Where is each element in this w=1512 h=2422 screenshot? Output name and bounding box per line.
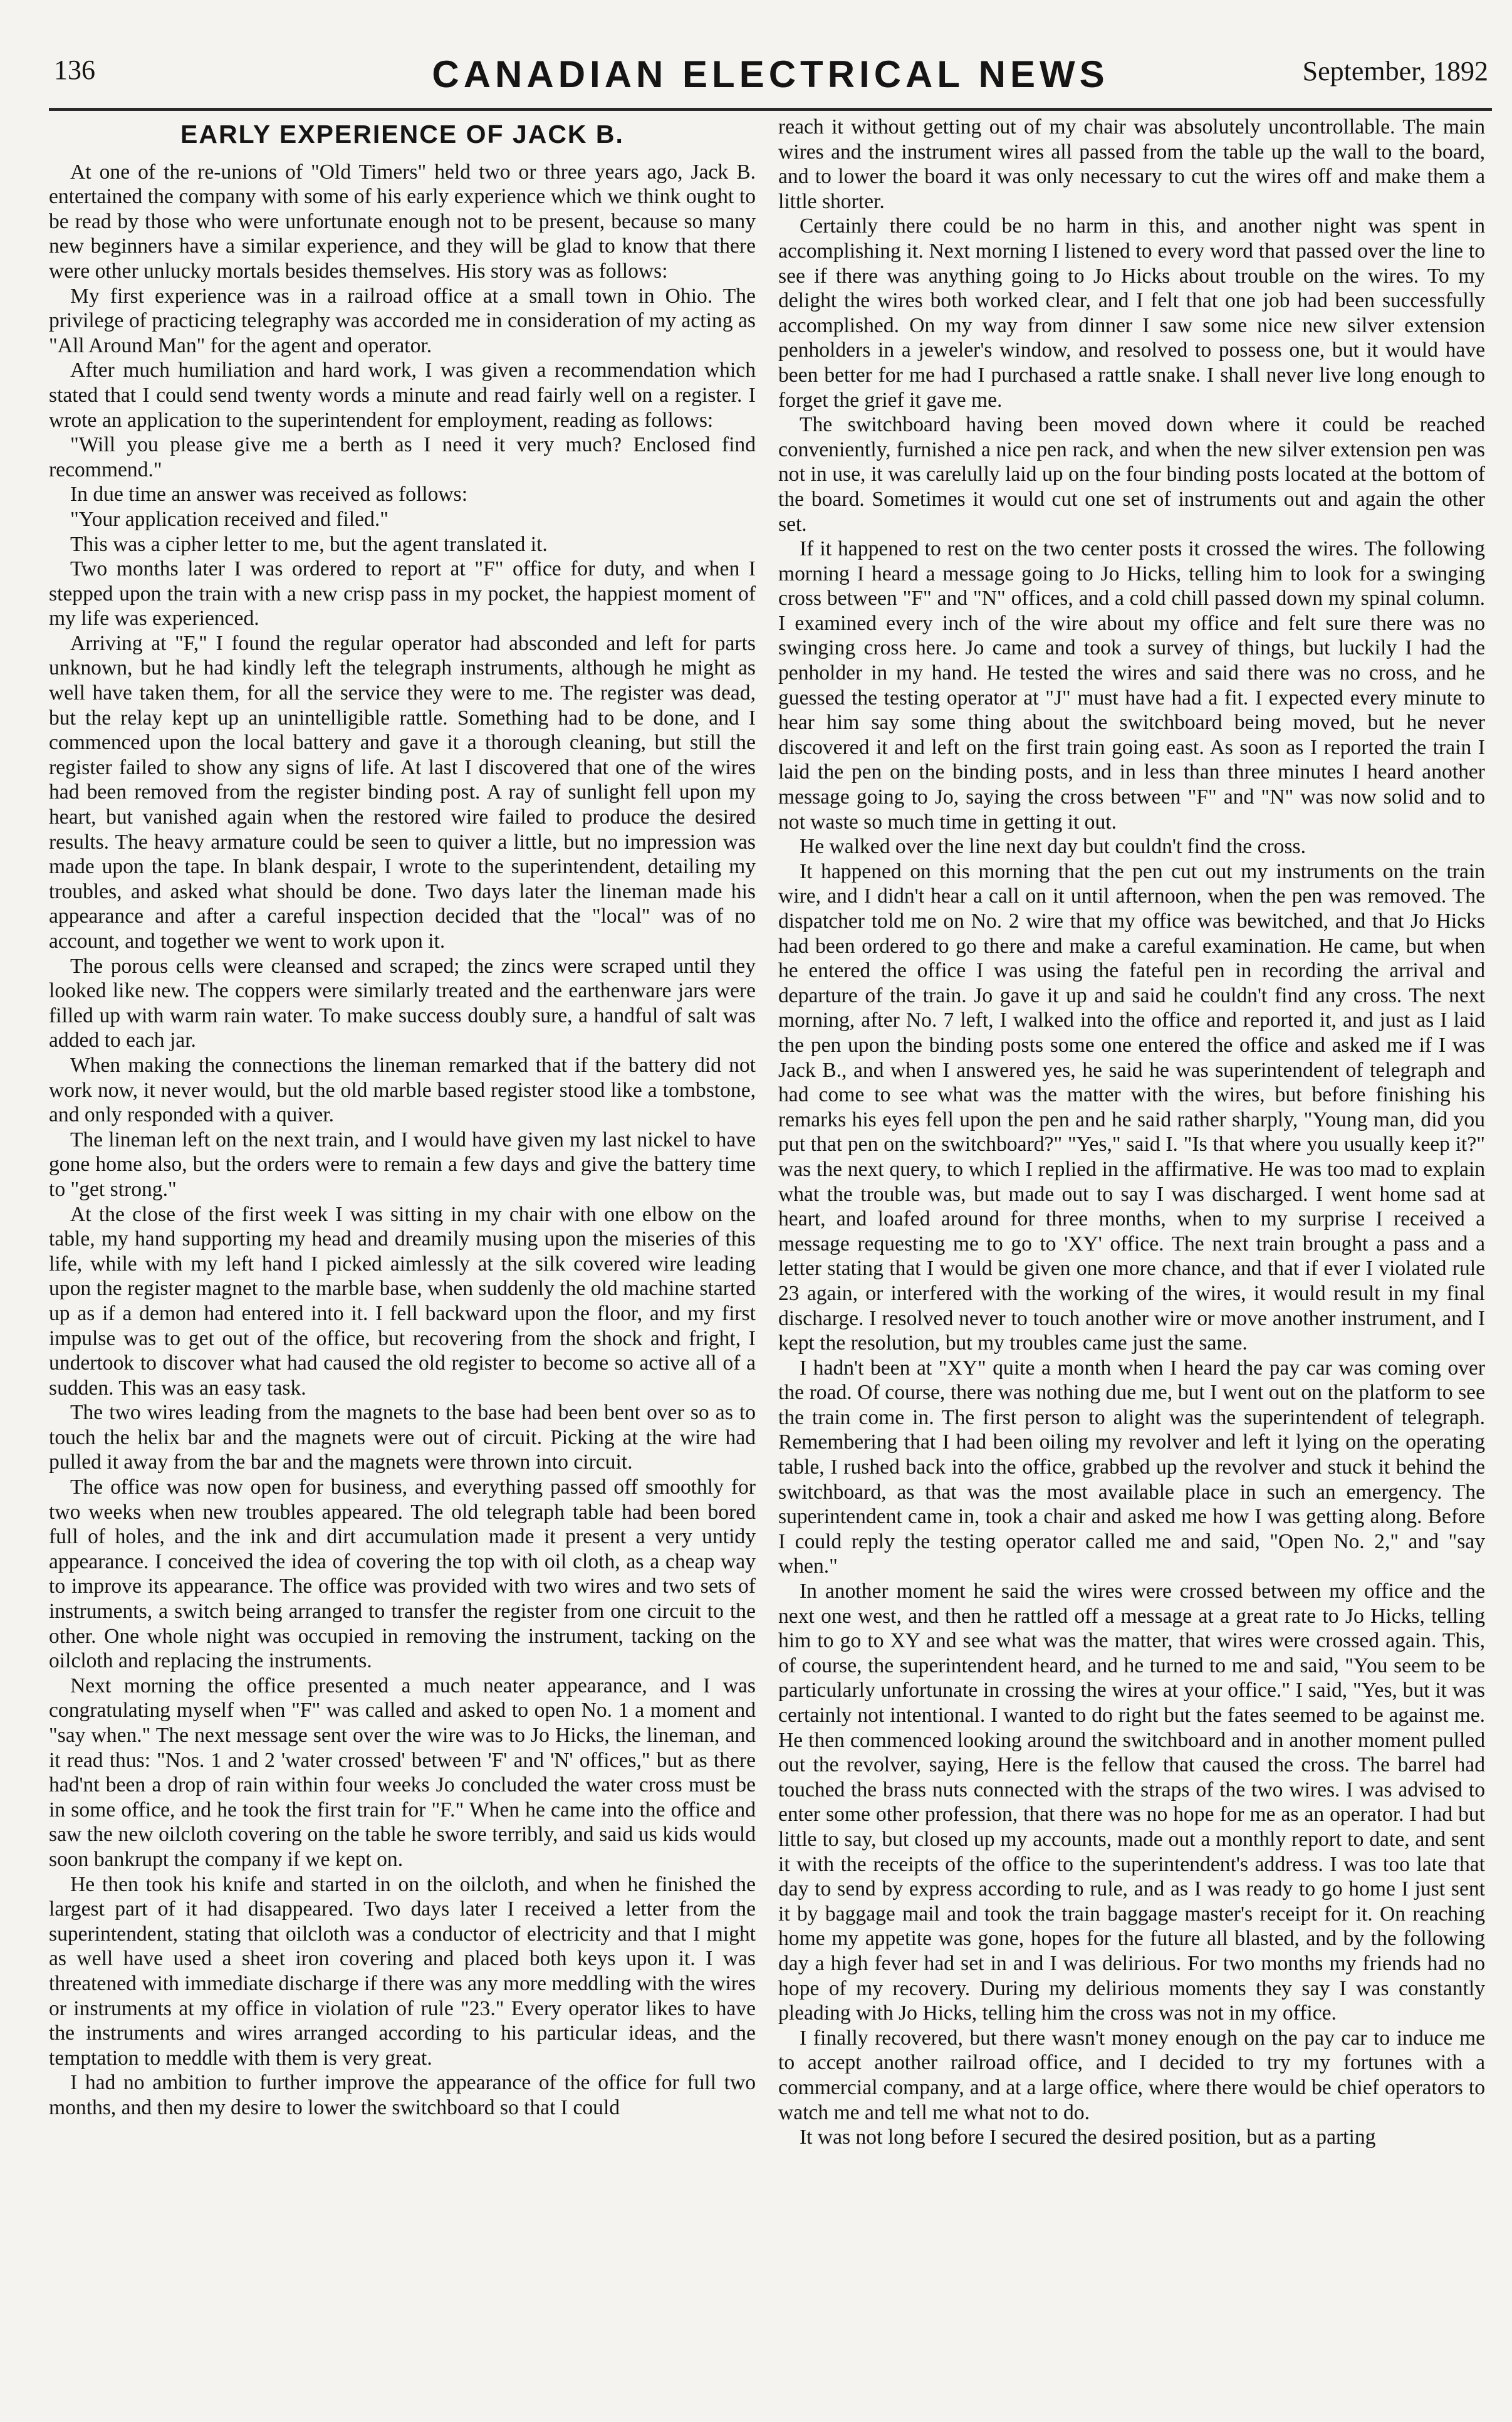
- page-number: 136: [54, 55, 95, 85]
- article-paragraph: The two wires leading from the magnets to the base had been bent over so as to touch the helix bar and the magnets were out of circuit. Picking at the wire had pulled it away from the bar and the magnets were thrown into circuit.: [49, 1401, 756, 1474]
- article-paragraph: He walked over the line next day but couldn't find the cross.: [800, 835, 1306, 859]
- article-paragraph: It was not long before I secured the desired position, but as a parting: [800, 2126, 1376, 2149]
- article-paragraph: In another moment he said the wires were crossed between my office and the next one west, and then he rattled off a message at a great rate to Jo Hicks, telling him to go to XY and see what was the matter, that wires were crossed again. This, of course, the superintendent heard, and he turned to me and said, "You seem to be particularly unfortunate in crossing the wires at your office." I said, "Yes, but it was certainly not intentional. I wanted to do right but the fates seemed to be against me. He then commenced looking around the switchboard and in another moment pulled out the revolver, saying, Here is the fellow that caused the cross. The barrel had touched the brass nuts connected with the straps of the two wires. I was advised to enter some other profession, that there was no hope for me as an operator. I had but little to say, but closed up my accounts, made out a monthly report to date, and sent it with the receipts of the office to the superintendent's address. I was too late that day to send by express according to rule, and as I was ready to go home I just sent it by baggage mail and took the train baggage master's receipt for it. On reaching home my appetite was gone, hopes for the future all blasted, and by the following day a high fever had set in and I was delirious. For two months my friends had no hope of my recovery. During my delirious moments they say I was constantly pleading with Jo Hicks, telling him the cross was not in my office.: [778, 1580, 1485, 2025]
- article-paragraph: reach it without getting out of my chair was absolutely uncontrollable. The main wires and the instrument wires all passed from the table up the wall to the board, and to lower the board it was only necessary to cut the wires off and make them a little shorter.: [778, 115, 1485, 213]
- article-paragraph: At the close of the first week I was sitting in my chair with one elbow on the table, my hand supporting my head and dreamily musing upon the miseries of this life, while with my left hand I picked aimlessly at the silk covered wire leading upon the register magnet to the marble base, when suddenly the old machine started up as if a demon had entered into it. I fell backward upon the floor, and my first impulse was to get out of the office, but recovering from the shock and fright, I undertook to discover what had caused the old register to become so active all of a sudden. This was an easy task.: [49, 1202, 756, 1400]
- article-paragraph: "Will you please give me a berth as I need it very much? Enclosed find recommend.": [49, 433, 756, 481]
- article-paragraph: At one of the re-unions of "Old Timers" held two or three years ago, Jack B. entertained the company with some of his early experience which we think ought to be read by those who were unfortunate enough not to be present, because so many new beginners have a similar experience, and they will be glad to know that there were other unlucky mortals besides themselves. His story was as follows:: [49, 160, 756, 283]
- article-paragraph: I finally recovered, but there wasn't money enough on the pay car to induce me to accept another railroad office, and I decided to try my fortunes with a commercial company, and at a large office, where there would be chief operators to watch me and tell me what not to do.: [778, 2026, 1485, 2124]
- left-column: [49, 115, 756, 2150]
- article-paragraph: After much humiliation and hard work, I was given a recommendation which stated that I could send twenty words a minute and read fairly well on a register. I wrote an application to the superintendent for employment, reading as follows:: [49, 359, 756, 432]
- masthead: CANADIAN ELECTRICAL NEWS: [432, 53, 1109, 95]
- article-paragraph: This was a cipher letter to me, but the agent translated it.: [70, 532, 548, 556]
- article-paragraph: The switchboard having been moved down where it could be reached conveniently, furnished a nice pen rack, and when the new silver extension pen was not in use, it was carelully laid up on the four binding posts located at the bottom of the board. Sometimes it would cut one set of instruments out and again the other set.: [778, 413, 1485, 536]
- article-paragraph: My first experience was in a railroad office at a small town in Ohio. The privilege of practicing telegraphy was accorded me in consideration of my acting as "All Around Man" for the agent and operator.: [49, 284, 756, 357]
- article-paragraph: In due time an answer was received as follows:: [70, 483, 468, 506]
- article-paragraph: Two months later I was ordered to report at "F" office for duty, and when I stepped upon the train with a new crisp pass in my pocket, the happiest moment of my life was experienced.: [49, 557, 756, 631]
- article-paragraph: "Your application received and filed.": [70, 507, 388, 531]
- right-column: [778, 115, 1485, 2150]
- article-columns: [49, 115, 1498, 2150]
- article-paragraph: It happened on this morning that the pen cut out my instruments on the train wire, and I didn't hear a call on it until afternoon, when the pen was removed. The dispatcher told me on No. 2 wire that my office was bewitched, and that Jo Hicks had been ordered to go there and make a careful examination. He came, but when he entered the office I was using the fateful pen in recording the arrival and departure of the train. Jo gave it up and said he couldn't find any cross. The next morning, after No. 7 left, I walked into the office and reported it, and just as I laid the pen upon the binding posts some one entered the office and asked me if I was Jack B., and when I answered yes, he said he was superintendent of telegraph and had come to see what was the matter with the wires, but before finishing his remarks his eyes fell upon the pen and he said rather sharply, "Young man, did you put that pen on the switchboard?" "Yes," said I. "Is that where you usually keep it?" was the next query, to which I replied in the affirmative. He was too mad to explain what the trouble was, but made out to say I was discharged. I went home sad at heart, and loafed around for three months, when to my surprise I received a message requesting me to go to 'XY' office. The next train brought a pass and a letter stating that I would be given one more chance, and that if ever I violated rule 23 again, or interfered with the working of the wires, it would result in my final discharge. I resolved never to touch another wire or move another instrument, and I kept the resolution, but my troubles came just the same.: [778, 859, 1485, 1355]
- article-paragraph: He then took his knife and started in on the oilcloth, and when he finished the largest part of it had disappeared. Two days later I received a letter from the superintendent, stating that oilcloth was a conductor of electricity and that I might as well have used a sheet iron covering and placed both keys upon it. I was threatened with immediate discharge if there was any more meddling with the wires or instruments at my office in violation of rule "23." Every operator likes to have the instruments and wires arranged according to his particular ideas, and the temptation to meddle with them is very great.: [49, 1872, 756, 2070]
- article-paragraph: If it happened to rest on the two center posts it crossed the wires. The following morning I heard a message going to Jo Hicks, telling him to look for a swinging cross between "F" and "N" offices, and a cold chill passed down my spinal column. I examined every inch of the wire about my office and felt sure there was no swinging cross here. Jo came and took a survey of things, but luckily I had the penholder in my hand. He tested the wires and said there was no cross, and he guessed the testing operator at "J" must have had a fit. I expected every minute to hear him say some thing about the switchboard being moved, but he never discovered it and left on the first train going east. As soon as I reported the train I laid the pen on the binding posts, and in less than three minutes I heard another message going to Jo, saying the cross between "F" and "N" was now solid and to not waste so much time in getting it out.: [778, 537, 1485, 834]
- article-paragraph: I hadn't been at "XY" quite a month when I heard the pay car was coming over the road. Of course, there was nothing due me, but I went out on the platform to see the train come in. The first person to alight was the superintendent of telegraph. Remembering that I had been oiling my revolver and left it lying on the operating table, I rushed back into the office, grabbed up the revolver and stuck it behind the switchboard, as that was the most available place in such an emergency. The superintendent came in, took a chair and asked me how I was getting along. Before I could reply the testing operator called me and said, "Open No. 2," and "say when.": [778, 1356, 1485, 1578]
- article-paragraph: When making the connections the lineman remarked that if the battery did not work now, it never would, but the old marble based register stood like a tombstone, and only responded with a quiver.: [49, 1053, 756, 1127]
- page-header: [49, 50, 1492, 111]
- article-paragraph: The lineman left on the next train, and I would have given my last nickel to have gone home also, but the orders were to remain a few days and give the battery time to "get strong.": [49, 1128, 756, 1201]
- article-title: EARLY EXPERIENCE OF JACK B.: [180, 120, 624, 149]
- article-paragraph: Certainly there could be no harm in this, and another night was spent in accomplishing it. Next morning I listened to every word that passed over the line to see if there was anything going to Jo Hicks about trouble on the wires. To my delight the wires both worked clear, and I felt that one job had been successfully accomplished. On my way from dinner I saw some nice new silver extension penholders in a jeweler's window, and resolved to possess one, but it would have been better for me had I purchased a rattle snake. I shall never live long enough to forget the grief it gave me.: [778, 214, 1485, 412]
- article-paragraph: The porous cells were cleansed and scraped; the zincs were scraped until they looked like new. The coppers were similarly treated and the earthenware jars were filled up with warm rain water. To make success doubly sure, a handful of salt was added to each jar.: [49, 954, 756, 1052]
- issue-date: September, 1892: [1302, 56, 1488, 86]
- article-paragraph: I had no ambition to further improve the appearance of the office for full two months, and then my desire to lower the switchboard so that I could: [49, 2071, 756, 2119]
- article-paragraph: Next morning the office presented a much neater appearance, and I was congratulating myself when "F" was called and asked to open No. 1 a moment and "say when." The next message sent over the wire was to Jo Hicks, the lineman, and it read thus: "Nos. 1 and 2 'water crossed' between 'F' and 'N' offices," but as there had'nt been a drop of rain within four weeks Jo concluded the water cross must be in some office, and he took the first train for "F." When he came into the office and saw the new oilcloth covering on the table he swore terribly, and said us kids would soon bankrupt the company if we kept on.: [49, 1674, 756, 1871]
- article-paragraph: The office was now open for business, and everything passed off smoothly for two weeks when new troubles appeared. The old telegraph table had been bored full of holes, and the ink and dirt accumulation made it present a very untidy appearance. I conceived the idea of covering the top with oil cloth, as a cheap way to improve its appearance. The office was provided with two wires and two sets of instruments, a switch being arranged to transfer the register from one circuit to the other. One whole night was occupied in removing the instrument, tacking on the oilcloth and replacing the instruments.: [49, 1476, 756, 1673]
- article-paragraph: Arriving at "F," I found the regular operator had absconded and left for parts unknown, but he had kindly left the telegraph instruments, although he might as well have taken them, for all the service they were to me. The register was dead, but the relay kept up an unintelligible rattle. Something had to be done, and I commenced upon the local battery and gave it a thorough cleaning, but still the register failed to show any signs of life. At last I discovered that one of the wires had been removed from the register binding post. A ray of sunlight fell upon my heart, but vanished again when the restored wire failed to produce the desired results. The heavy armature could be seen to quiver a little, but no impression was made upon the tape. In blank despair, I wrote to the superintendent, detailing my troubles, and asked what should be done. Two days later the lineman made his appearance and after a careful inspection decided that the "local" was of no account, and together we went to work upon it.: [49, 631, 756, 953]
